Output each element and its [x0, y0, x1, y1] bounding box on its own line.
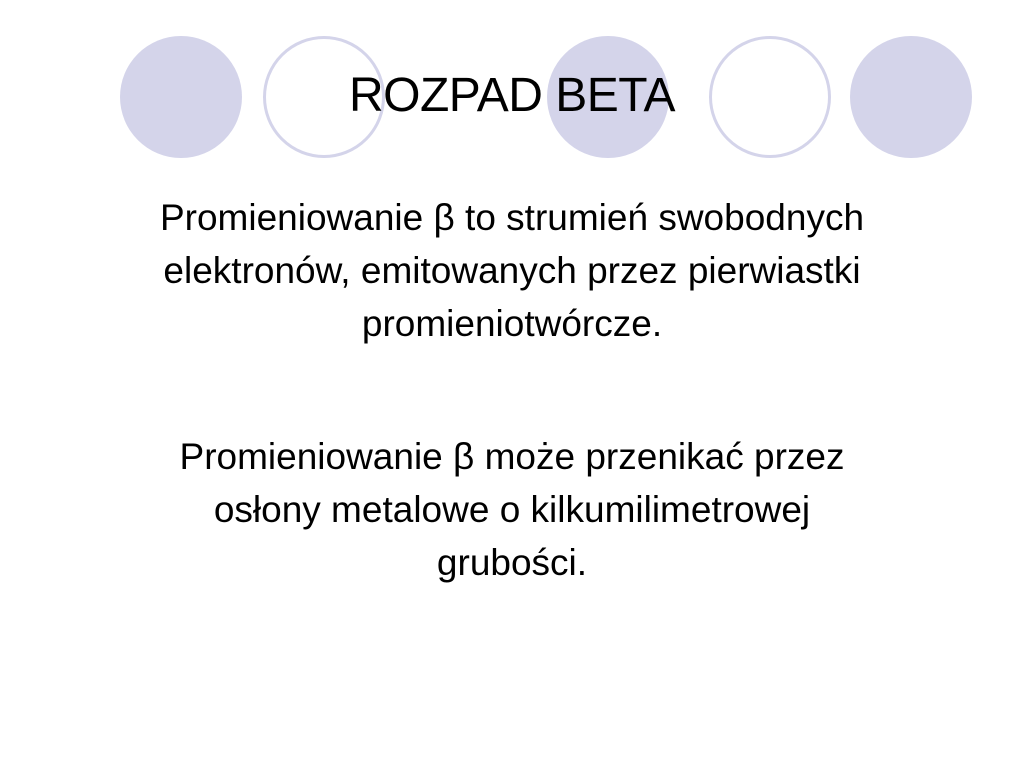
paragraph-line: Promieniowanie β to strumień swobodnych [159, 197, 865, 238]
paragraph-line: promieniotwórcze. [361, 303, 663, 344]
paragraph-beta-penetration [60, 430, 964, 589]
paragraph-line: osłony metalowe o kilkumilimetrowej [213, 489, 811, 530]
paragraph-line: Promieniowanie β może przenikać przez [179, 436, 845, 477]
paragraph-line: grubości. [436, 542, 588, 583]
paragraph-line: elektronów, emitowanych przez pierwiastki [163, 250, 861, 291]
paragraph-beta-definition [60, 191, 964, 350]
slide-title: ROZPAD BETA [348, 69, 676, 122]
